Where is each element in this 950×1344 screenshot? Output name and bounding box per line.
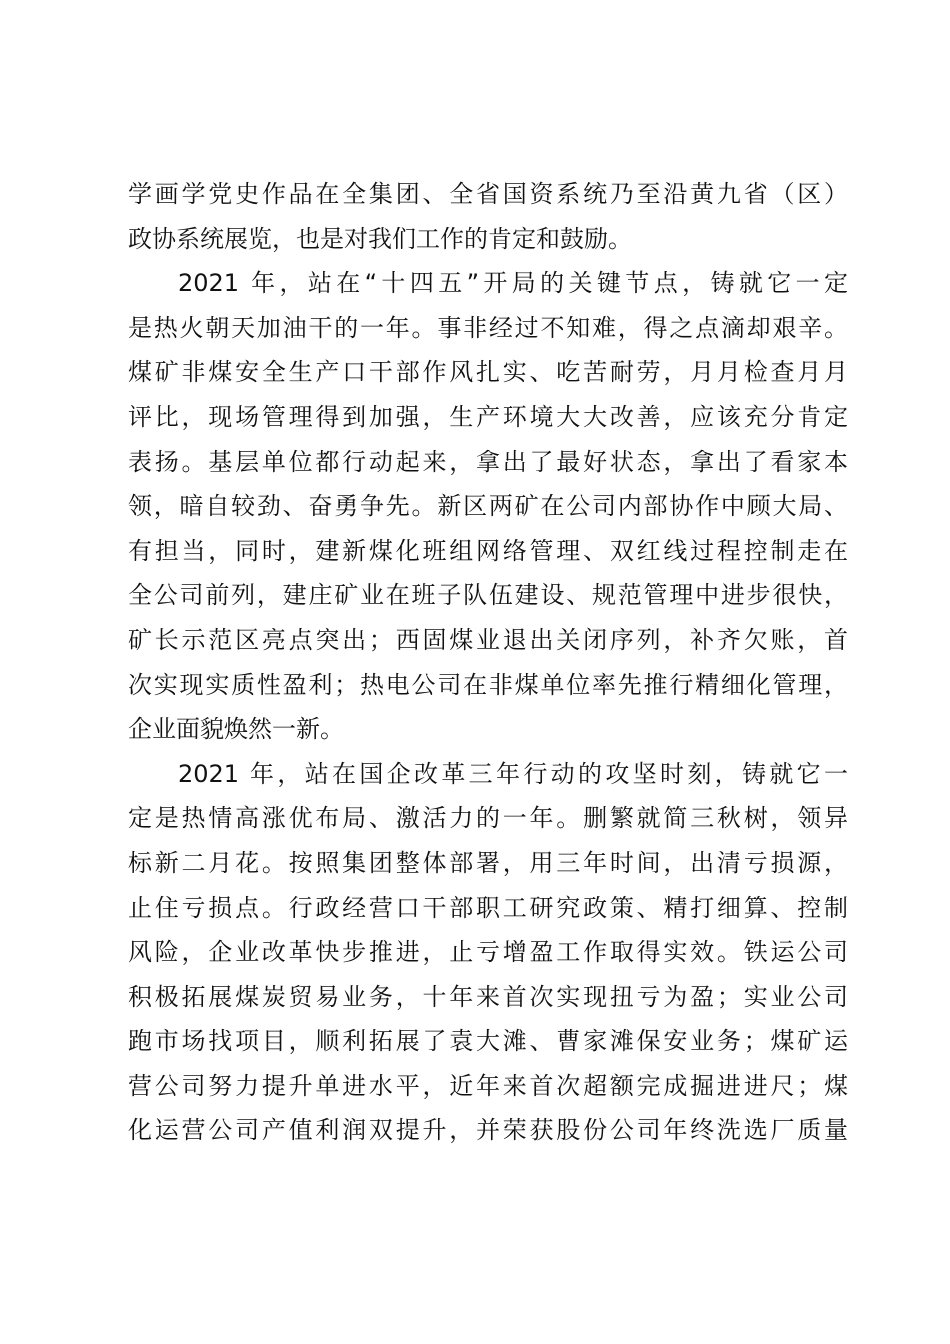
text-line: 化运营公司产值利润双提升，并荣获股份公司年终洗选厂质量 [128,1116,848,1145]
text-line: 风险，企业改革快步推进，止亏增盈工作取得实效。铁运公司 [128,938,848,967]
text-line: 评比，现场管理得到加强，生产环境大大改善，应该充分肯定 [128,402,848,431]
text-line: 营公司努力提升单进水平，近年来首次超额完成掘进进尺；煤 [128,1071,848,1100]
text-line: 领，暗自较劲、奋勇争先。新区两矿在公司内部协作中顾大局、 [128,492,848,521]
paragraph-first-line: 2021 年，站在国企改革三年行动的攻坚时刻，铸就它一 [178,759,848,788]
text-line: 矿长示范区亮点突出；西固煤业退出关闭序列，补齐欠账，首 [128,625,848,654]
text-line: 是热火朝天加油干的一年。事非经过不知难，得之点滴却艰辛。 [128,313,848,342]
paragraph-first-line: 2021 年，站在“十四五”开局的关键节点，铸就它一定 [178,269,848,298]
text-line: 有担当，同时，建新煤化班组网络管理、双红线过程控制走在 [128,536,848,565]
text-line: 次实现实质性盈利；热电公司在非煤单位率先推行精细化管理， [128,670,848,699]
text-line: 定是热情高涨优布局、激活力的一年。删繁就简三秋树，领异 [128,804,848,833]
text-line: 积极拓展煤炭贸易业务，十年来首次实现扭亏为盈；实业公司 [128,982,848,1011]
paragraph-end-line: 政协系统展览，也是对我们工作的肯定和鼓励。 [128,224,632,253]
text-line: 表扬。基层单位都行动起来，拿出了最好状态，拿出了看家本 [128,447,848,476]
text-line: 煤矿非煤安全生产口干部作风扎实、吃苦耐劳，月月检查月月 [128,358,848,387]
body-text [128,172,848,1153]
text-line: 学画学党史作品在全集团、全省国资系统乃至沿黄九省（区） [128,180,848,208]
text-line: 全公司前列，建庄矿业在班子队伍建设、规范管理中进步很快， [128,581,848,610]
text-line: 止住亏损点。行政经营口干部职工研究政策、精打细算、控制 [128,893,848,922]
paragraph-end-line: 企业面貌焕然一新。 [128,715,344,744]
text-line: 标新二月花。按照集团整体部署，用三年时间，出清亏损源， [128,848,848,877]
text-line: 跑市场找项目，顺利拓展了袁大滩、曹家滩保安业务；煤矿运 [128,1027,848,1056]
